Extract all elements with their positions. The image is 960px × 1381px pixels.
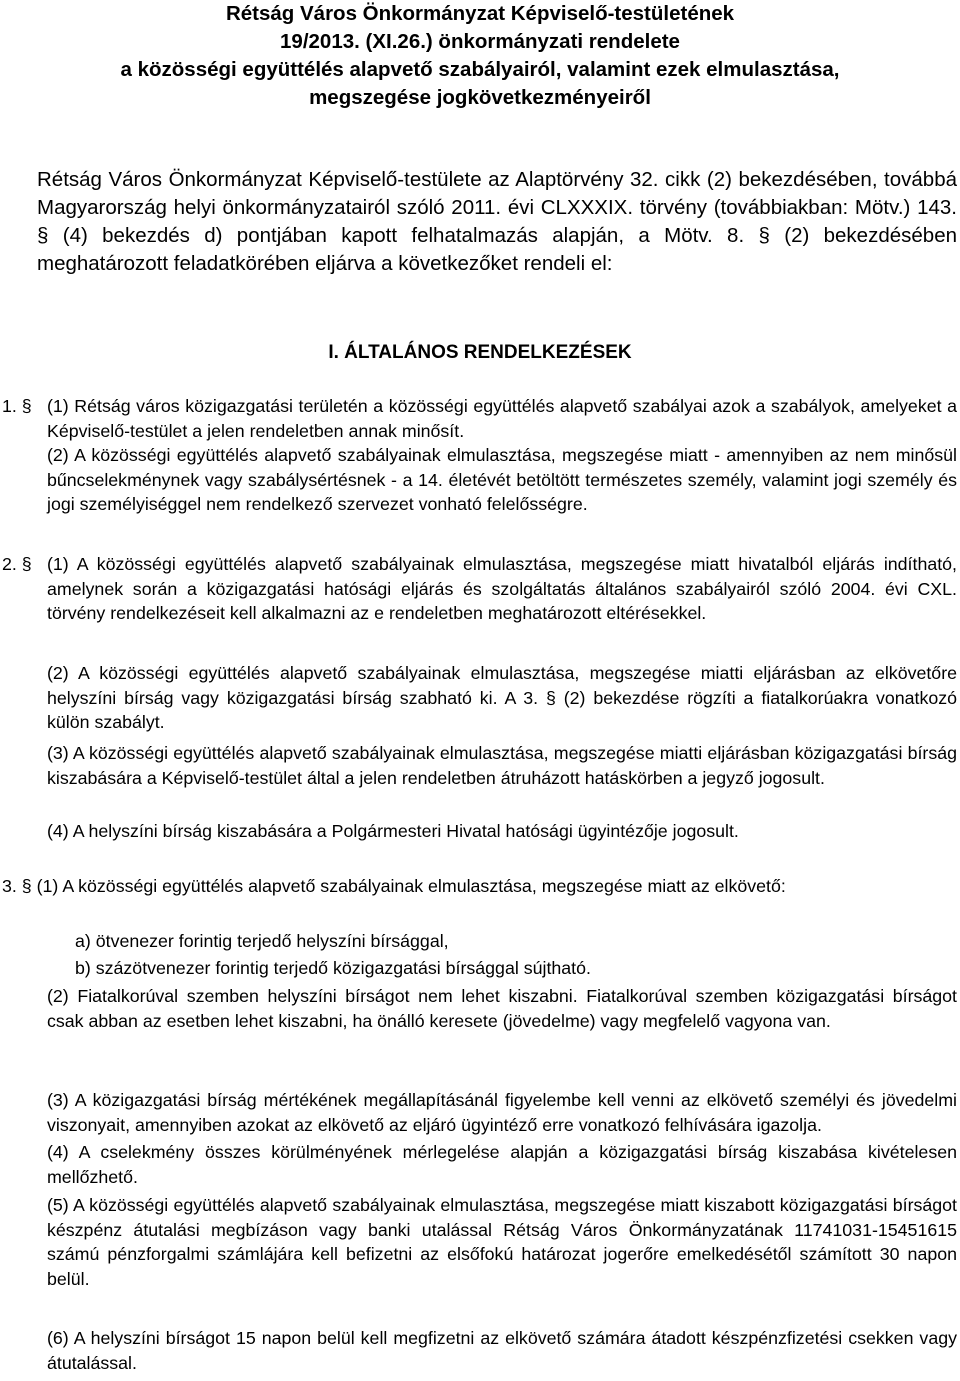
article-2-para-3: (3) A közösségi együttélés alapvető szabályainak elmulasztása, megszegése miatti eljárásban közigazgatási bírság kiszabására a Képviselő-testület által a jelen rendeletben átruházott hatáskörben a jegyző jogosult.: [47, 743, 957, 788]
article-3-para-1-intro: [2, 874, 957, 899]
title-line-2: 19/2013. (XI.26.) önkormányzati rendelete: [280, 30, 680, 53]
document-title: [0, 0, 960, 112]
article-3-item-a: a) ötvenezer forintig terjedő helyszíni bírsággal,: [75, 931, 449, 951]
title-line-4: megszegése jogkövetkezményeiről: [309, 86, 651, 109]
article-3-para-1-text: (1) A közösségi együttélés alapvető szabályainak elmulasztása, megszegése miatt az elkövető:: [36, 876, 786, 896]
article-3-para-6: (6) A helyszíni bírságot 15 napon belül kell megfizetni az elkövető számára átadott készpénzfizetési csekken vagy átutalással.: [47, 1328, 957, 1373]
article-3-para-3: (3) A közigazgatási bírság mértékének megállapításánál figyelembe kell venni az elkövető személyi és jövedelmi viszonyait, amennyiben azokat az elkövető az eljáró ügyintéző erre vonatkozó felhívására igazolja.: [47, 1090, 957, 1135]
article-1-number: 1. §: [2, 396, 32, 416]
article-3-para-2: (2) Fiatalkorúval szemben helyszíni bírságot nem lehet kiszabni. Fiatalkorúval szemben közigazgatási bírságot csak abban az esetben lehet kiszabni, ha önálló keresete (jövedelme) vagy megfelelő vagyona van.: [47, 986, 957, 1031]
article-3-para-4: (4) A cselekmény összes körülményének mérlegelése alapján a közigazgatási bírság kiszabása kivételesen mellőzhető.: [47, 1142, 957, 1187]
preamble: Rétság Város Önkormányzat Képviselő-testülete az Alaptörvény 32. cikk (2) bekezdésében, továbbá Magyarország helyi önkormányzatairól szóló 2011. évi CLXXXIX. törvény (továbbiakban: Mötv.) 143. § (4) bekezdés d) pontjában kapott felhatalmazás alapján, a Mötv. 8. § (2) bekezdésében meghatározott feladatkörében eljárva a következőket rendeli el:: [37, 168, 957, 275]
article-2-para-1: (1) A közösségi együttélés alapvető szabályainak elmulasztása, megszegése miatt hivatalból eljárás indítható, amelynek során a közigazgatási hatósági eljárás és szolgáltatás általános szabályairól szóló 2004. évi CXL. törvény rendelkezéseit kell alkalmazni az e rendeletben meghatározott eltérésekkel.: [47, 554, 957, 623]
article-1-para-2: (2) A közösségi együttélés alapvető szabályainak elmulasztása, megszegése miatt - amennyiben az nem minősül bűncselekménynek vagy szabálysértésnek - a 14. életévét betöltött természetes személy, valamint jogi személy és jogi személyiséggel nem rendelkező szervezet vonható felelősségre.: [47, 445, 957, 514]
article-3-number: 3. §: [2, 876, 32, 896]
article-1-para-1: [47, 394, 957, 443]
article-3-item-b: b) százötvenezer forintig terjedő közigazgatási bírsággal sújtható.: [75, 958, 591, 978]
article-1-para-1-text: (1) Rétság város közigazgatási területén a közösségi együttélés alapvető szabályai azok a szabályok, amelyeket a Képviselő-testület a jelen rendeletben annak minősít.: [47, 396, 957, 441]
article-2-number: 2. §: [2, 554, 32, 574]
title-line-3: a közösségi együttélés alapvető szabályairól, valamint ezek elmulasztása,: [120, 58, 840, 81]
article-2-para-4: (4) A helyszíni bírság kiszabására a Polgármesteri Hivatal hatósági ügyintézője jogosult.: [47, 821, 739, 841]
article-2-para-2: (2) A közösségi együttélés alapvető szabályainak elmulasztása, megszegése miatti eljárásban az elkövetőre helyszíni bírság vagy közigazgatási bírság szabható ki. A 3. § (2) bekezdése rögzíti a fiatalkorúakra vonatkozó külön szabályt.: [47, 663, 957, 732]
title-line-1: Rétság Város Önkormányzat Képviselő-testületének: [225, 2, 735, 25]
section-title: I. ÁLTALÁNOS RENDELKEZÉSEK: [328, 342, 632, 363]
article-3-para-5: (5) A közösségi együttélés alapvető szabályainak elmulasztása, megszegése miatt kiszabott közigazgatási bírságot készpénz átutalási megbízáson vagy banki utalással Rétság Város Önkormányzatának 11741031-15451615 számú pénzforgalmi számlájára kell befizetni az elsőfokú határozat jogerőre emelkedésétől számított 30 napon belül.: [47, 1195, 957, 1289]
